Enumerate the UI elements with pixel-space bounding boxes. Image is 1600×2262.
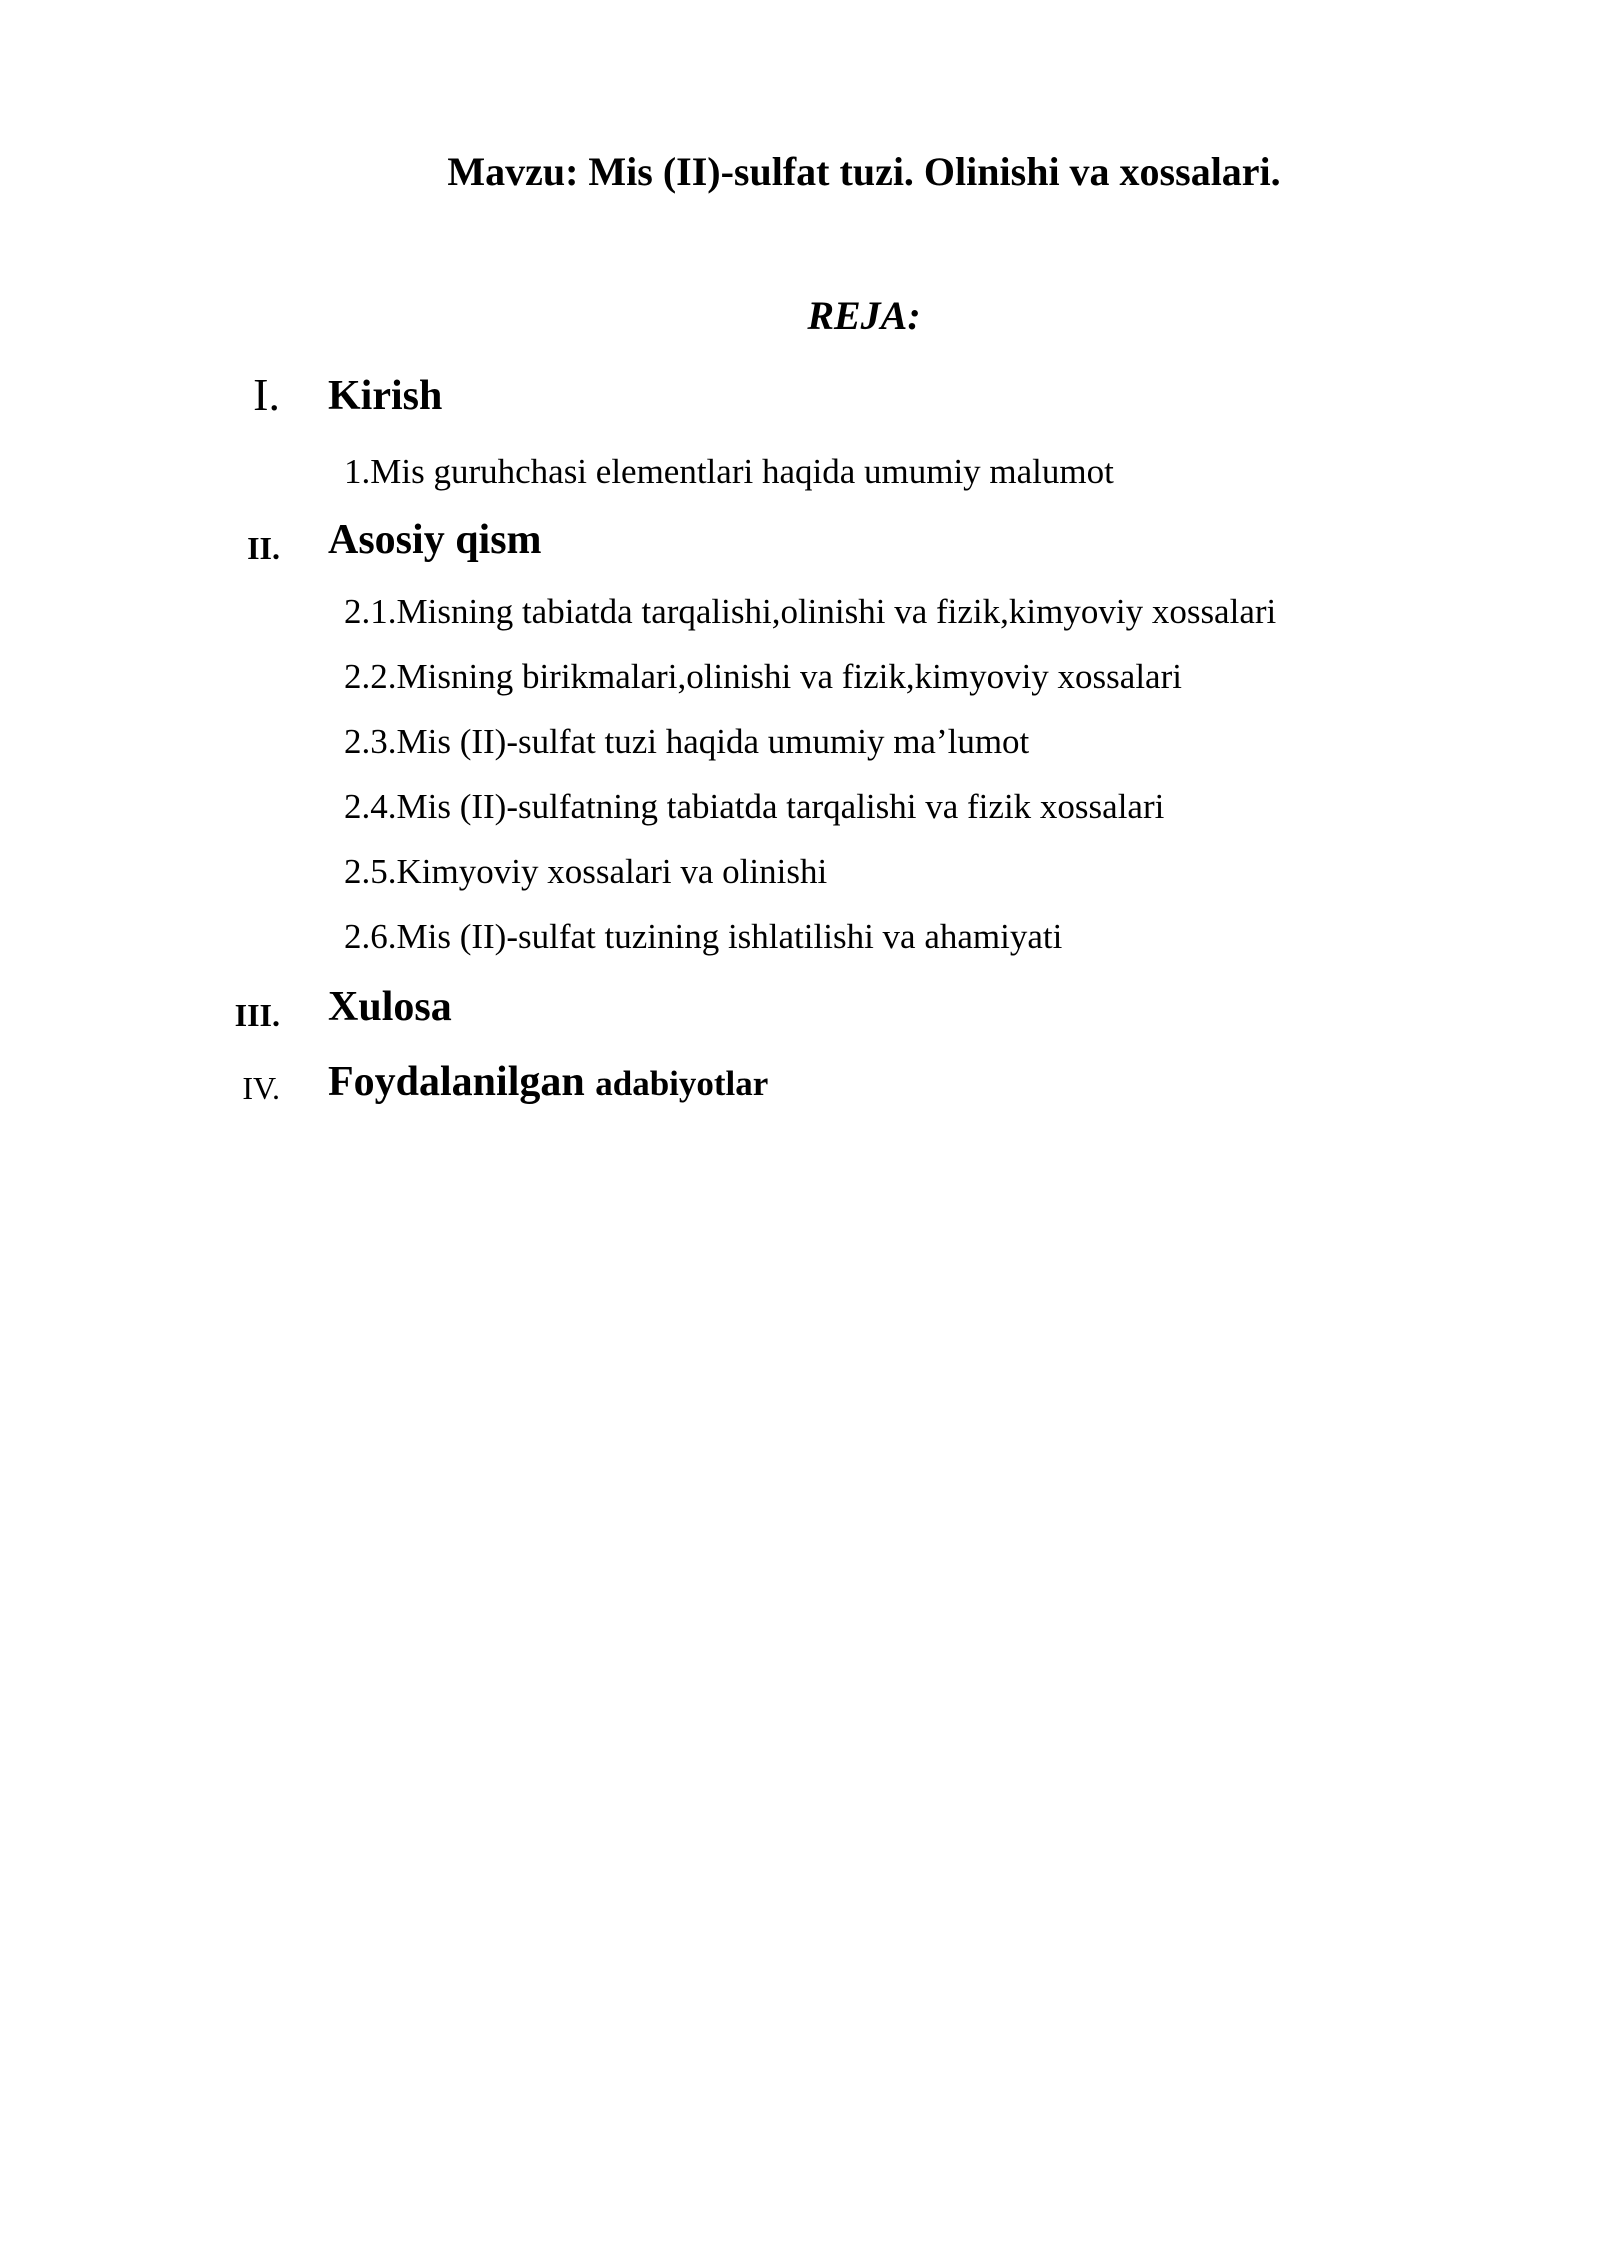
- section-title-suffix: adabiyotlar: [595, 1064, 769, 1103]
- plan-heading: REJA:: [807, 293, 921, 338]
- section-title: Asosiy qism: [328, 517, 542, 563]
- list-item-text: 2.6.Mis (II)-sulfat tuzining ishlatilishi va ahamiyati: [344, 917, 1063, 956]
- list-item-text: 2.5.Kimyoviy xossalari va olinishi: [344, 852, 828, 891]
- section-title: Xulosa: [328, 984, 452, 1030]
- section-title: [328, 1058, 768, 1106]
- list-item-text: 1.Mis guruhchasi elementlari haqida umumiy malumot: [344, 452, 1114, 491]
- list-item-text: 2.2.Misning birikmalari,olinishi va fizik,kimyoviy xossalari: [344, 657, 1182, 696]
- list-item-text: 2.4.Mis (II)-sulfatning tabiatda tarqalishi va fizik xossalari: [344, 787, 1165, 826]
- section-numeral: I.: [253, 369, 280, 420]
- section-numeral: IV.: [242, 1070, 280, 1106]
- list-item-text: 2.1.Misning tabiatda tarqalishi,olinishi va fizik,kimyoviy xossalari: [344, 592, 1277, 631]
- section-numeral: II.: [247, 530, 280, 566]
- section-numeral: III.: [234, 997, 280, 1033]
- list-item-text: 2.3.Mis (II)-sulfat tuzi haqida umumiy ma’lumot: [344, 722, 1030, 761]
- section-title-main: Foydalanilgan: [328, 1059, 585, 1105]
- section-title: Kirish: [328, 373, 443, 419]
- page-title: Mavzu: Mis (II)-sulfat tuzi. Olinishi va xossalari.: [447, 149, 1281, 194]
